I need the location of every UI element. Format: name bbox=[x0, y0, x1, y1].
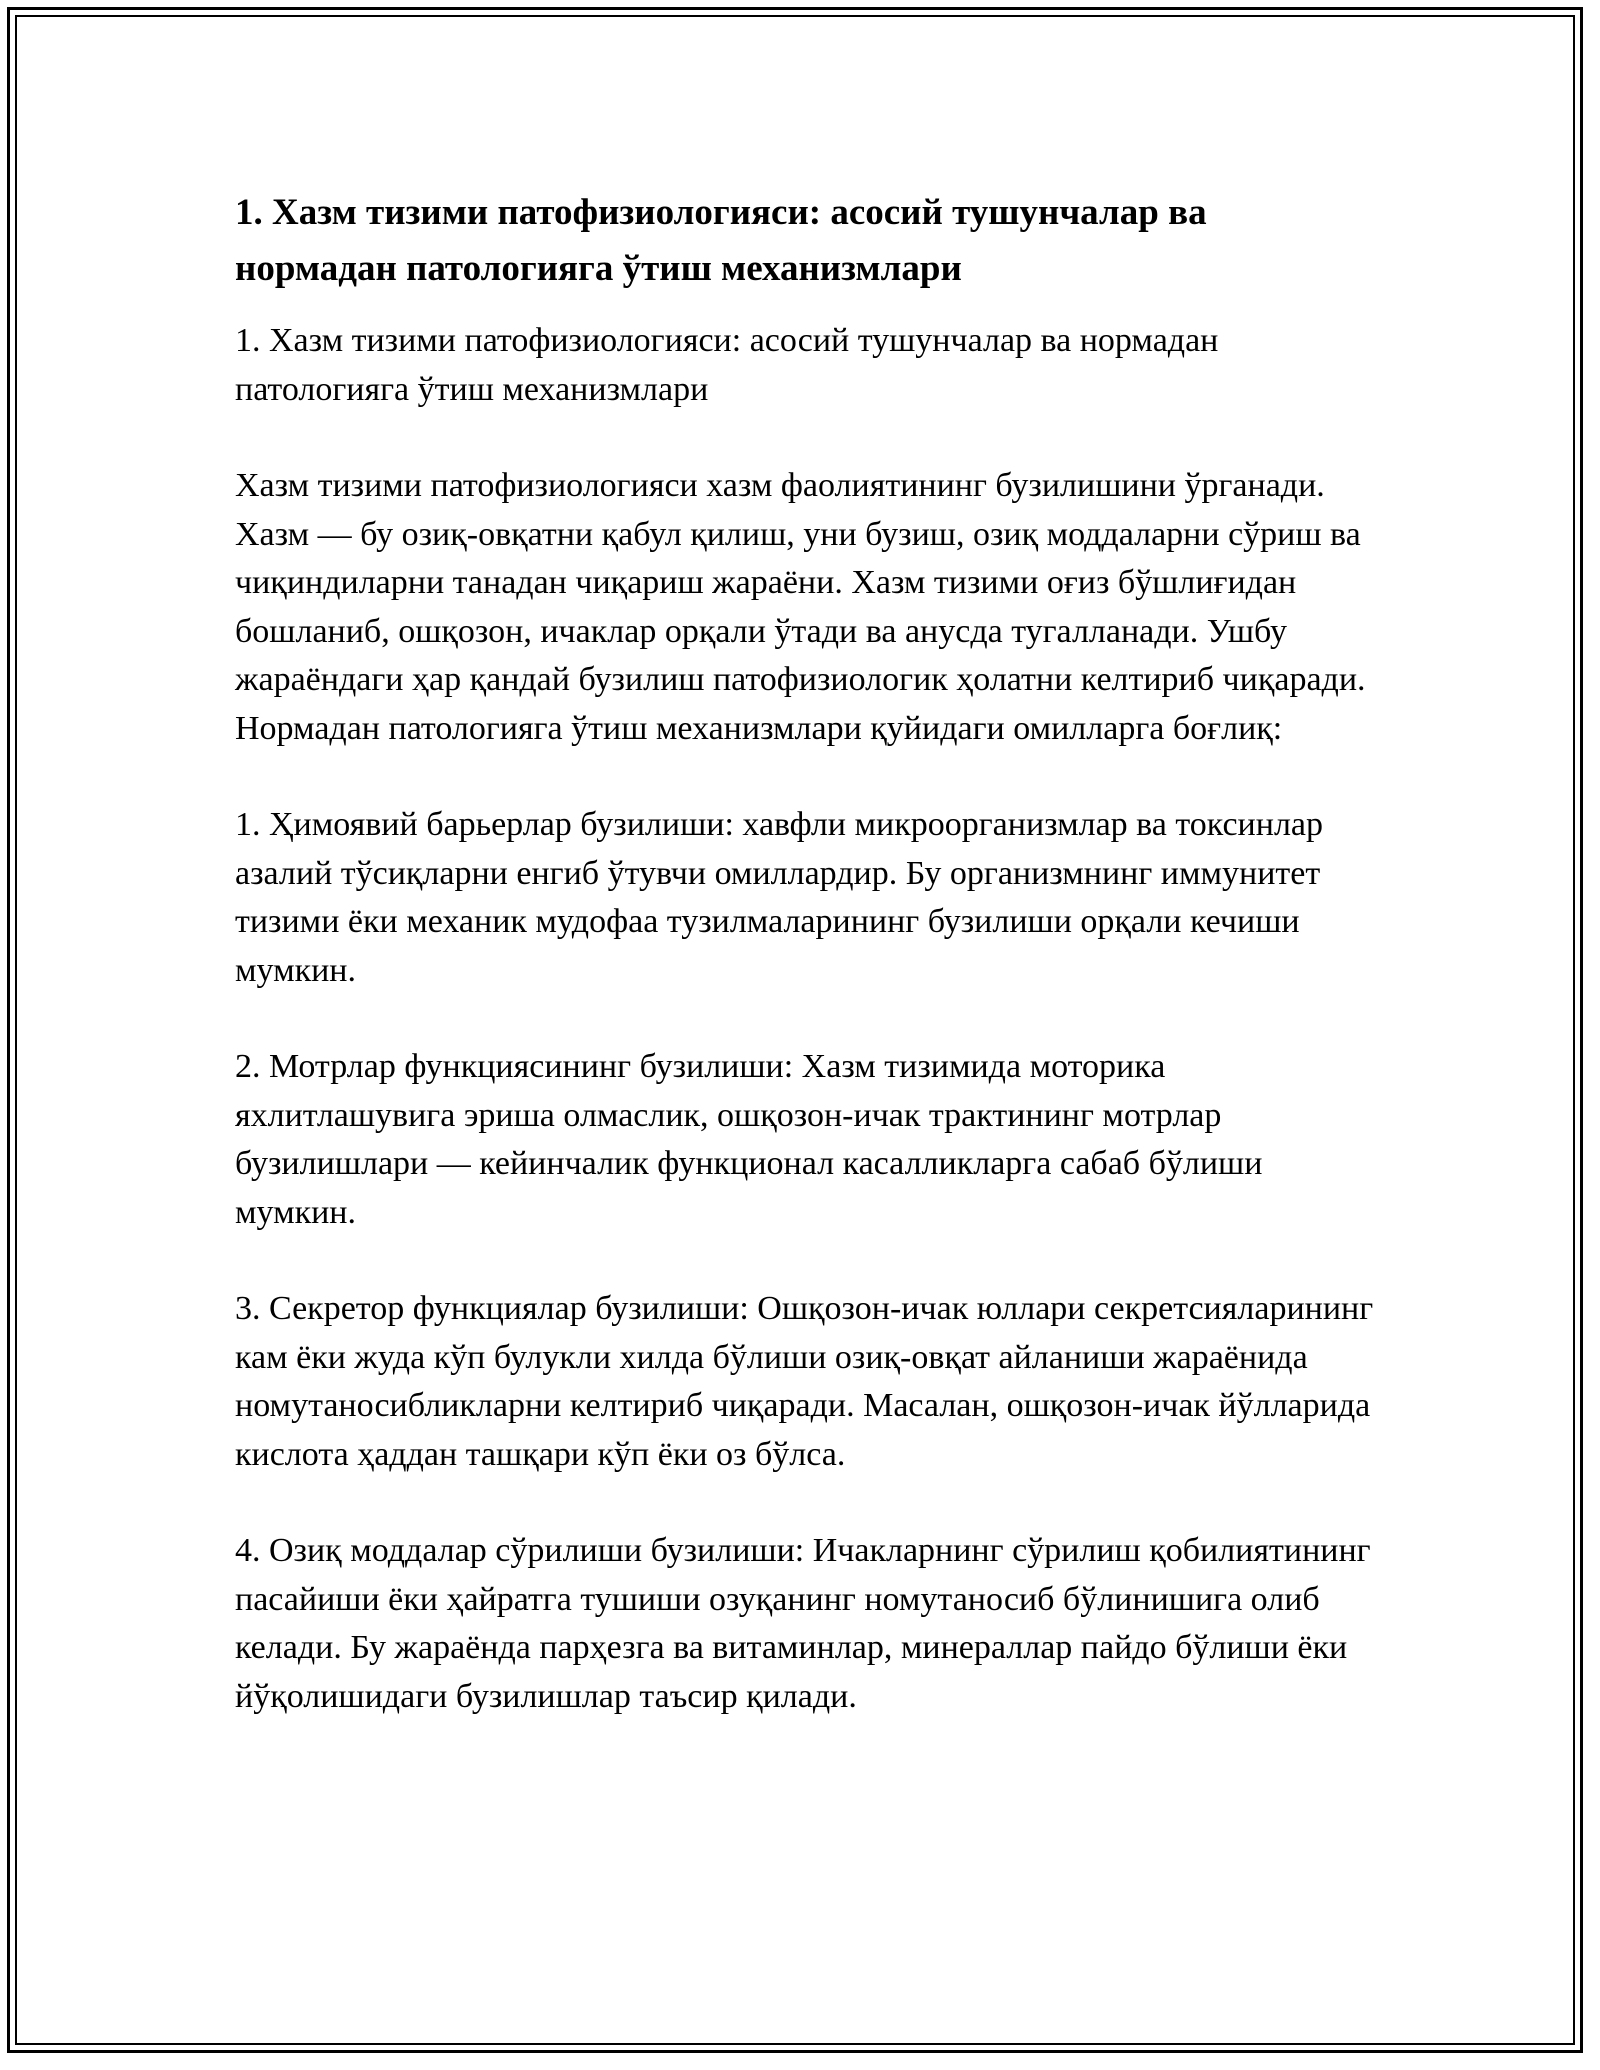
document-subtitle: 1. Хазм тизими патофизиологияси: асосий тушунчалар ва нормадан патологияга ўтиш механизмлари bbox=[235, 322, 1219, 408]
paragraph-secretory-function: 3. Секретор функциялар бузилиши: Ошқозон-ичак юллари секретсияларининг кам ёки жуда кўп булукли хилда бўлиши озиқ-овқат айланиши жараёнида номутаносибликларни келтириб чиқаради. Масалан, ошқозон-ичак йўлларида кислота ҳаддан ташқари кўп ёки оз бўлса. bbox=[235, 1290, 1374, 1473]
paragraph-protective-barriers: 1. Ҳимоявий барьерлар бузилиши: хавфли микроорганизмлар ва токсинлар азалий тўсиқларни енгиб ўтувчи омиллардир. Бу организмнинг иммунитет тизими ёки механик мудофаа тузилмаларининг бузилиши орқали кечиши мумкин. bbox=[235, 806, 1323, 989]
intro-paragraph: Хазм тизими патофизиологияси хазм фаолиятининг бузилишини ўрганади. Хазм — бу озиқ-овқатни қабул қилиш, уни бузиш, озиқ моддаларни сўриш ва чиқиндиларни танадан чиқариш жараёни. Хазм тизими оғиз бўшлиғидан бошланиб, ошқозон, ичаклар орқали ўтади ва анусда тугалланади. Ушбу жараёндаги ҳар қандай бузилиш патофизиологик ҳолатни келтириб чиқаради. Нормадан патологияга ўтиш механизмлари қуйидаги омилларга боғлиқ: bbox=[235, 467, 1366, 747]
document-body bbox=[235, 185, 1375, 1721]
paragraph-absorption: 4. Озиқ моддалар сўрилиши бузилиши: Ичакларнинг сўрилиш қобилиятининг пасайиши ёки ҳайратга тушиши озуқанинг номутаносиб бўлинишига олиб келади. Бу жараёнда парҳезга ва витаминлар, минераллар пайдо бўлиши ёки йўқолишидаги бузилишлар таъсир қилади. bbox=[235, 1532, 1371, 1715]
document-title: 1. Хазм тизими патофизиологияси: асосий тушунчалар ва нормадан патологияга ўтиш механизмлари bbox=[235, 192, 1207, 289]
paragraph-motor-function: 2. Мотрлар функциясининг бузилиши: Хазм тизимида моторика яхлитлашувига эриша олмаслик, ошқозон-ичак трактининг мотрлар бузилишлари — кейинчалик функционал касалликларга сабаб бўлиши мумкин. bbox=[235, 1048, 1263, 1231]
